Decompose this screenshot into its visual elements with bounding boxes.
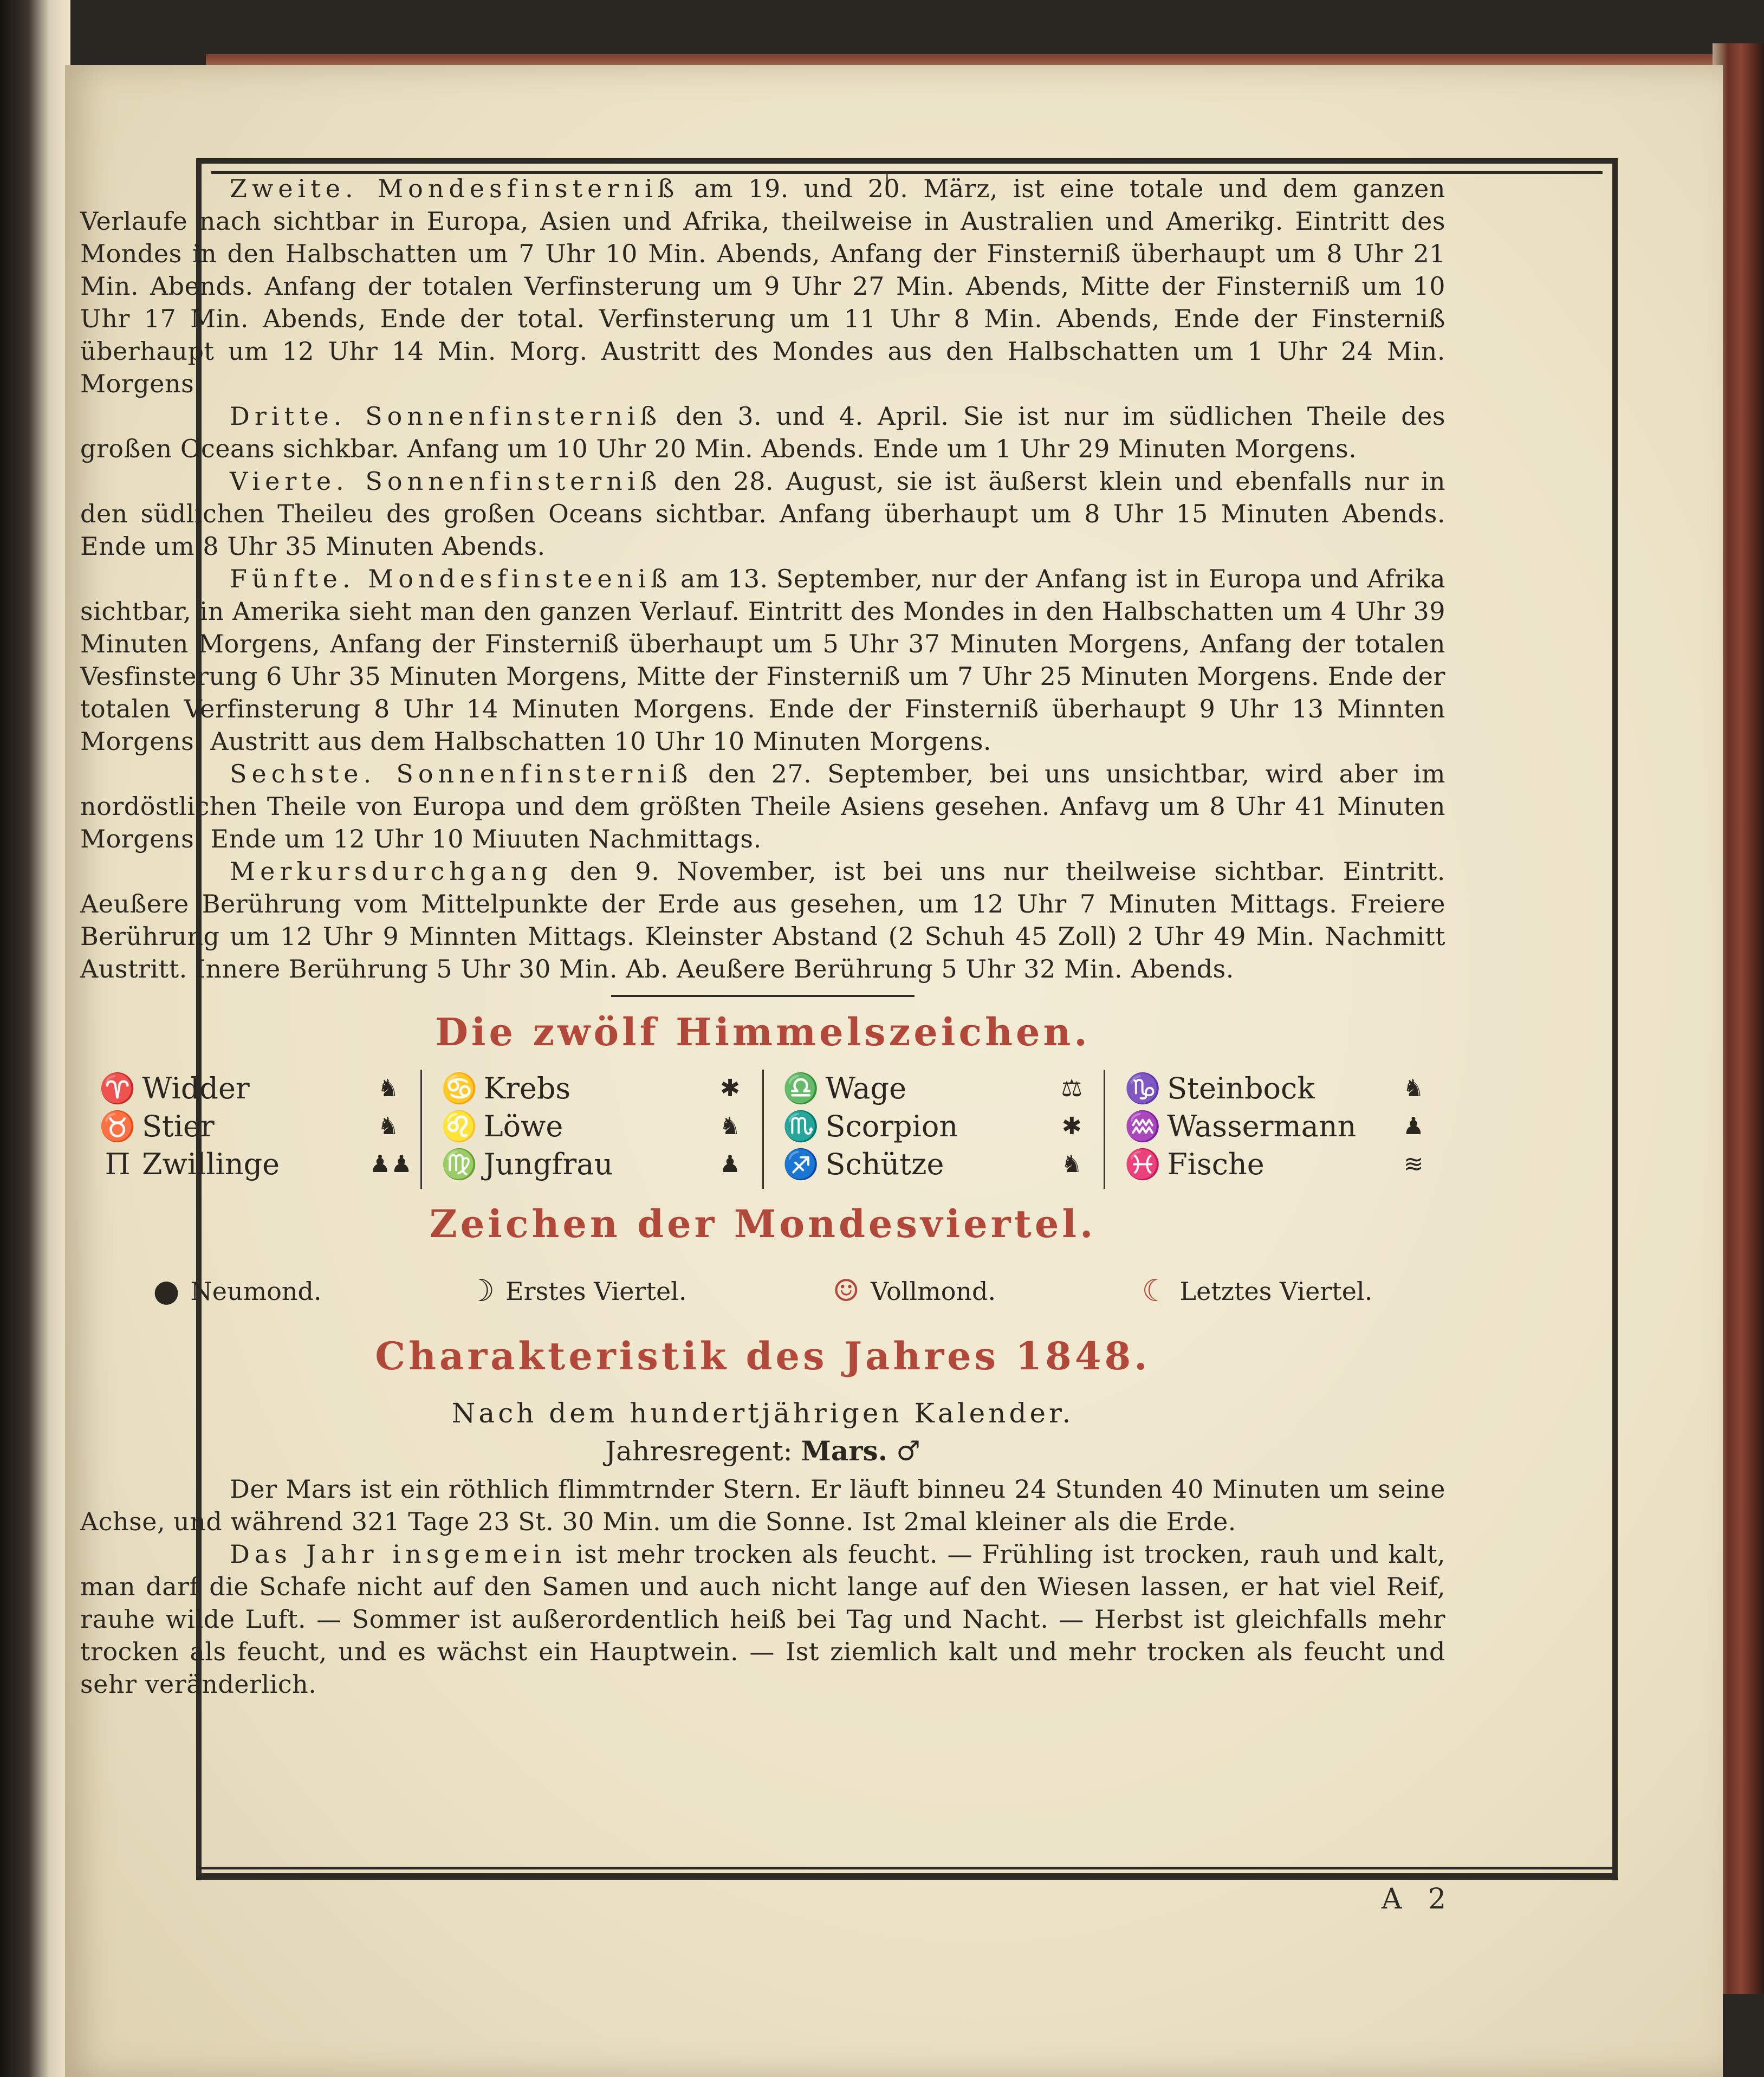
zodiac-row (1118, 1070, 1432, 1108)
bull-figure-icon: ♞ (378, 1112, 399, 1140)
fish-figure-icon: ≋ (1403, 1150, 1424, 1178)
zodiac-name: Fische (1167, 1147, 1264, 1181)
scorpion-figure-icon: ✱ (1061, 1112, 1082, 1140)
zodiac-row (1118, 1146, 1432, 1183)
aquarius-symbol-icon: ♒ (1124, 1109, 1161, 1143)
virgin-figure-icon: ♟ (719, 1150, 741, 1178)
zodiac-name: Löwe (483, 1109, 563, 1143)
paragraph-sixth-eclipse: Sechste. Sonnenfinsterniß den 27. September, bei uns unsichtbar, wird aber im nordöstlichen Theile von Europa und dem größten Theile Asiens gesehen. Anfavg um 8 Uhr 41 Minuten Morgens. Ende um 12 Uhr 10 Miuuten Nachmittags. (80, 759, 1445, 853)
new-moon-icon: ● (153, 1273, 180, 1309)
zodiac-name: Wassermann (1167, 1109, 1357, 1143)
moon-phase-item (468, 1275, 687, 1308)
moon-phases-legend (80, 1261, 1445, 1321)
paragraph-fourth-eclipse: Vierte. Sonnenfinsterniß den 28. August, sie ist äußerst klein und ebenfalls nur in den südlichen Theileu des großen Oceans sichtbar. Anfang überhaupt um 8 Uhr 15 Minuten Abends. Ende um 8 Uhr 35 Minuten Abends. (80, 467, 1445, 561)
regent-prefix: Jahresregent: (605, 1435, 801, 1467)
page-content (80, 172, 1445, 2028)
moon-phase-label: Erstes Viertel. (505, 1277, 687, 1306)
zodiac-name: Widder (142, 1071, 250, 1105)
crab-figure-icon: ✱ (720, 1075, 740, 1102)
aries-symbol-icon: ♈ (99, 1071, 136, 1105)
zodiac-row (777, 1108, 1091, 1146)
divider-rule (611, 995, 915, 997)
leo-symbol-icon: ♌ (441, 1109, 478, 1143)
goat-figure-icon: ♞ (1403, 1075, 1424, 1102)
zodiac-name: Scorpion (825, 1109, 958, 1143)
archer-figure-icon: ♞ (1061, 1150, 1082, 1178)
lion-figure-icon: ♞ (719, 1112, 741, 1140)
sagittarius-symbol-icon: ♐ (782, 1147, 820, 1181)
regent-name: Mars. (801, 1435, 888, 1467)
virgo-symbol-icon: ♍ (441, 1147, 478, 1181)
zodiac-row (93, 1146, 412, 1183)
zodiac-row (435, 1108, 749, 1146)
zodiac-row (435, 1146, 749, 1183)
paragraph-third-eclipse: Dritte. Sonnenfinsterniß den 3. und 4. April. Sie ist nur im südlichen Theile des großen Oceans sichkbar. Anfang um 10 Uhr 20 Min. Abends. Ende um 1 Uhr 29 Minuten Morgens. (80, 402, 1446, 463)
hundred-year-calendar-subtitle: Nach dem hundertjährigen Kalender. (451, 1397, 1074, 1429)
zodiac-name: Wage (825, 1071, 907, 1105)
zodiac-column (762, 1070, 1104, 1189)
zodiac-row (1118, 1108, 1432, 1146)
scorpio-symbol-icon: ♏ (782, 1109, 820, 1143)
moon-phase-label: Letztes Viertel. (1179, 1277, 1373, 1306)
paragraph-second-eclipse: Zweite. Mondesfinsterniß am 19. und 20. März, ist eine totale und dem ganzen Verlaufe nach sichtbar in Europa, Asien und Afrika, theilweise in Australien und Amerikg. Eintritt des Mondes in den Halbschatten um 7 Uhr 10 Min. Abends, Anfang der Finsterniß überhaupt um 8 Uhr 21 Min. Abends. Anfang der totalen Verfinsterung um 9 Uhr 27 Min. Abends, Mitte der Finsterniß um 10 Uhr 17 Min. Abends, Ende der total. Verfinsterung um 11 Uhr 8 Min. Abends, Ende der Finsterniß überhaupt um 12 Uhr 14 Min. Morg. Austritt des Mondes aus den Halbschatten um 1 Uhr 24 Min. Morgens. (80, 174, 1446, 398)
zodiac-name: Stier (142, 1109, 215, 1143)
moon-phase-item (1142, 1275, 1372, 1308)
cancer-symbol-icon: ♋ (441, 1071, 478, 1105)
zodiac-name: Steinbock (1167, 1071, 1315, 1105)
twins-figure-icon: ♟♟ (369, 1150, 412, 1178)
zodiac-row (93, 1108, 407, 1146)
zodiac-heading: Die zwölf Himmelszeichen. (435, 1010, 1091, 1054)
zodiac-column (80, 1070, 420, 1189)
paragraph-fifth-eclipse: Fünfte. Mondesfinsteeniß am 13. September, nur der Anfang ist in Europa und Afrika sichtbar, in Amerika sieht man den ganzen Verlauf. Eintritt des Mondes in den Halbschatten um 4 Uhr 39 Minuten Morgens, Anfang der Finsterniß überhaupt um 5 Uhr 37 Minuten Morgens, Anfang der totalen Vesfinsterung 6 Uhr 35 Minuten Morgens, Mitte der Finsterniß um 7 Uhr 25 Minuten Morgens. Ende der totalen Verfinsterung 8 Uhr 14 Minuten Morgens. Ende der Finsterniß überhaupt 9 Uhr 13 Minnten Morgens. Austritt aus dem Halbschatten 10 Uhr 10 Minuten Morgens. (80, 564, 1445, 756)
scales-figure-icon: ⚖ (1061, 1075, 1082, 1102)
paragraph-year-weather: Das Jahr insgemein ist mehr trocken als feucht. — Frühling ist trocken, rauh und kalt, man darf die Schafe nicht auf den Samen und auch nicht lange auf den Wiesen lassen, er hat viel Reif, rauhe wilde Luft. — Sommer ist außerordentlich heiß bei Tag und Nacht. — Herbst ist gleichfalls mehr trocken als feucht, und es wächst ein Hauptwein. — Ist ziemlich kalt und mehr trocken als feucht und sehr veränderlich. (80, 1539, 1445, 1699)
characteristic-heading: Charakteristik des Jahres 1848. (375, 1334, 1151, 1379)
zodiac-row (777, 1146, 1091, 1183)
year-regent-line (80, 1435, 1445, 1467)
capricorn-symbol-icon: ♑ (1124, 1071, 1161, 1105)
last-quarter-icon: ☾ (1142, 1273, 1169, 1309)
eclipse-section (80, 172, 1445, 985)
full-moon-icon: ☺ (832, 1273, 860, 1309)
zodiac-row (93, 1070, 407, 1108)
paragraph-mercury-transit: Merkursdurchgang den 9. November, ist bei uns nur theilweise sichtbar. Eintritt. Aeußere Berührung vom Mittelpunkte der Erde aus gesehen, um 12 Uhr 7 Minuten Mittags. Freiere Berührung um 12 Uhr 9 Minnten Mittags. Kleinster Abstand (2 Schuh 45 Zoll) 2 Uhr 49 Min. Nachmitt Austritt. Innere Berührung 5 Uhr 30 Min. Ab. Aeußere Berührung 5 Uhr 32 Min. Abends. (80, 857, 1445, 983)
taurus-symbol-icon: ♉ (99, 1109, 136, 1143)
zodiac-name: Jungfrau (483, 1147, 613, 1181)
ram-figure-icon: ♞ (378, 1075, 399, 1102)
moon-phase-item (833, 1275, 996, 1308)
zodiac-name: Krebs (483, 1071, 571, 1105)
zodiac-row (777, 1070, 1091, 1108)
pisces-symbol-icon: ♓ (1124, 1147, 1161, 1181)
paragraph-mars: Der Mars ist ein röthlich flimmtrnder Stern. Er läuft binneu 24 Stunden 40 Minuten um seine Achse, und während 321 Tage 23 St. 30 Min. um die Sonne. Ist 2mal kleiner als die Erde. (80, 1474, 1445, 1536)
water-bearer-figure-icon: ♟ (1403, 1112, 1424, 1140)
zodiac-row (435, 1070, 749, 1108)
moon-phase-label: Vollmond. (870, 1277, 996, 1306)
page-signature: A 2 (1382, 1883, 1455, 1916)
book-spine-left (0, 0, 70, 2077)
moon-phase-label: Neumond. (190, 1277, 322, 1306)
libra-symbol-icon: ♎ (782, 1071, 820, 1105)
zodiac-column (420, 1070, 762, 1189)
gemini-symbol-icon: Π (105, 1147, 131, 1181)
zodiac-name: Schütze (825, 1147, 944, 1181)
zodiac-name: Zwillinge (142, 1147, 280, 1181)
zodiac-table (80, 1070, 1445, 1189)
moon-phase-item (153, 1275, 322, 1308)
moon-phases-heading: Zeichen der Mondesviertel. (429, 1201, 1097, 1246)
first-quarter-icon: ☽ (467, 1273, 495, 1309)
mars-symbol-icon: ♂ (896, 1435, 920, 1467)
zodiac-column (1104, 1070, 1445, 1189)
